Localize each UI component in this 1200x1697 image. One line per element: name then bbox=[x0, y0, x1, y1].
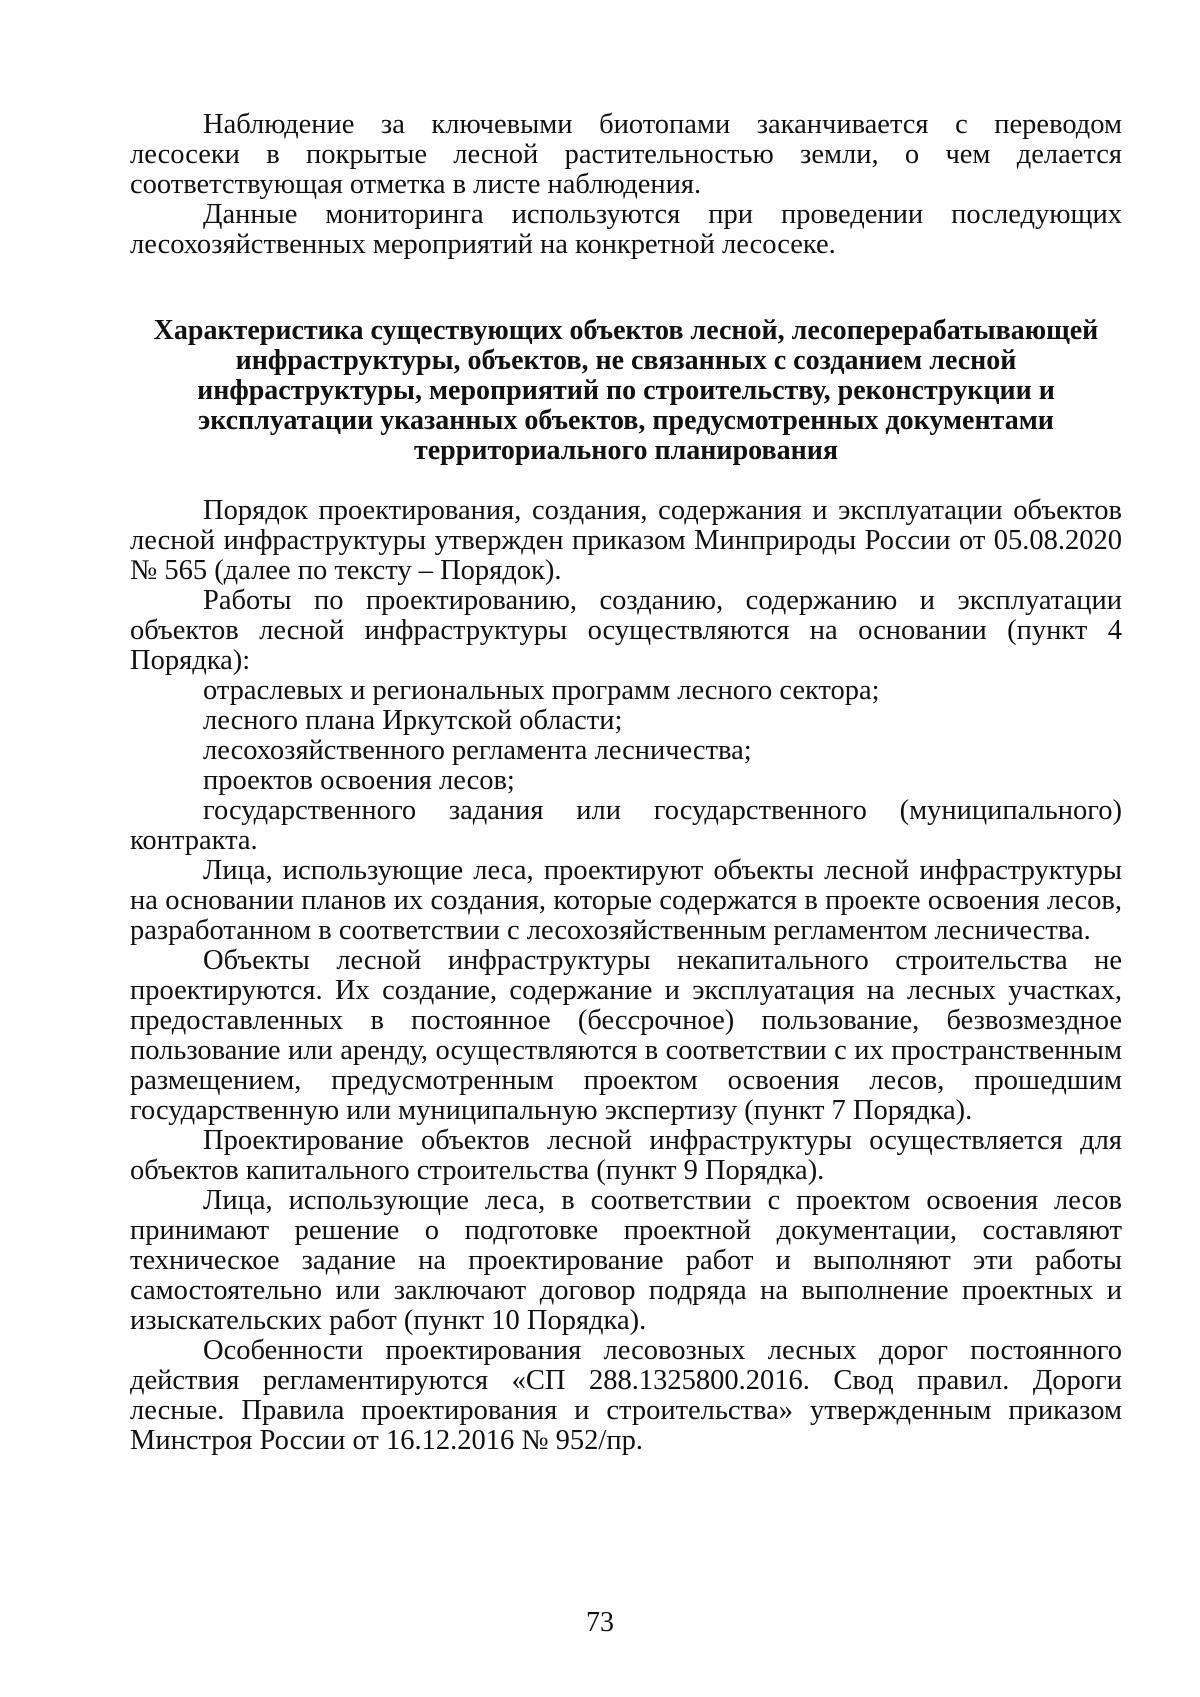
body-paragraph-1: Порядок проектирования, создания, содержания и эксплуатации объектов лесной инфраструктуры утвержден приказом Минприроды России от 05.08.2020 № 565 (далее по тексту – Порядок). bbox=[130, 495, 1122, 586]
intro-paragraph-1: Наблюдение за ключевыми биотопами заканчивается с переводом лесосеки в покрытые лесной растительностью земли, о чем делается соответствующая отметка в листе наблюдения. bbox=[130, 109, 1122, 200]
list-item: лесохозяйственного регламента лесничества; bbox=[203, 735, 752, 766]
intro-paragraph-2: Данные мониторинга используются при проведении последующих лесохозяйственных мероприятий на конкретной лесосеке. bbox=[130, 199, 1122, 260]
list-item: государственного задания или государственного (муниципального) контракта. bbox=[130, 795, 1122, 856]
list-item: проектов освоения лесов; bbox=[203, 765, 515, 796]
document-page bbox=[130, 110, 1122, 1456]
section-heading: Характеристика существующих объектов лесной, лесоперерабатывающей инфраструктуры, объектов, не связанных с созданием лесной инфраструктуры, мероприятий по строительству, реконструкции и эксплуатации указанных объектов, предусмотренных документами территориального планирования bbox=[153, 315, 1099, 466]
list-item: лесного плана Иркутской области; bbox=[203, 705, 623, 736]
closing-paragraph-2: Объекты лесной инфраструктуры некапитального строительства не проектируются. Их создание, содержание и эксплуатация на лесных участках, предоставленных в постоянное (бессрочное) пользование, безвозмездное пользование или аренду, осуществляются в соответствии с их пространственным размещением, предусмотренным проектом освоения лесов, прошедшим государственную или муниципальную экспертизу (пункт 7 Порядка). bbox=[130, 945, 1122, 1126]
body-paragraph-2: Работы по проектированию, созданию, содержанию и эксплуатации объектов лесной инфраструктуры осуществляются на основании (пункт 4 Порядка): bbox=[130, 585, 1122, 676]
closing-paragraph-3: Проектирование объектов лесной инфраструктуры осуществляется для объектов капитального строительства (пункт 9 Порядка). bbox=[130, 1125, 1122, 1186]
closing-paragraph-5: Особенности проектирования лесовозных лесных дорог постоянного действия регламентируются «СП 288.1325800.2016. Свод правил. Дороги лесные. Правила проектирования и строительства» утвержденным приказом Минстроя России от 16.12.2016 № 952/пр. bbox=[130, 1335, 1122, 1456]
list-item: отраслевых и региональных программ лесного сектора; bbox=[203, 675, 880, 706]
page-number: 73 bbox=[586, 1607, 614, 1638]
closing-paragraph-1: Лица, использующие леса, проектируют объекты лесной инфраструктуры на основании планов их создания, которые содержатся в проекте освоения лесов, разработанном в соответствии с лесохозяйственным регламентом лесничества. bbox=[130, 855, 1122, 946]
closing-paragraph-4: Лица, использующие леса, в соответствии с проектом освоения лесов принимают решение о подготовке проектной документации, составляют техническое задание на проектирование работ и выполняют эти работы самостоятельно или заключают договор подряда на выполнение проектных и изыскательских работ (пункт 10 Порядка). bbox=[130, 1185, 1122, 1336]
